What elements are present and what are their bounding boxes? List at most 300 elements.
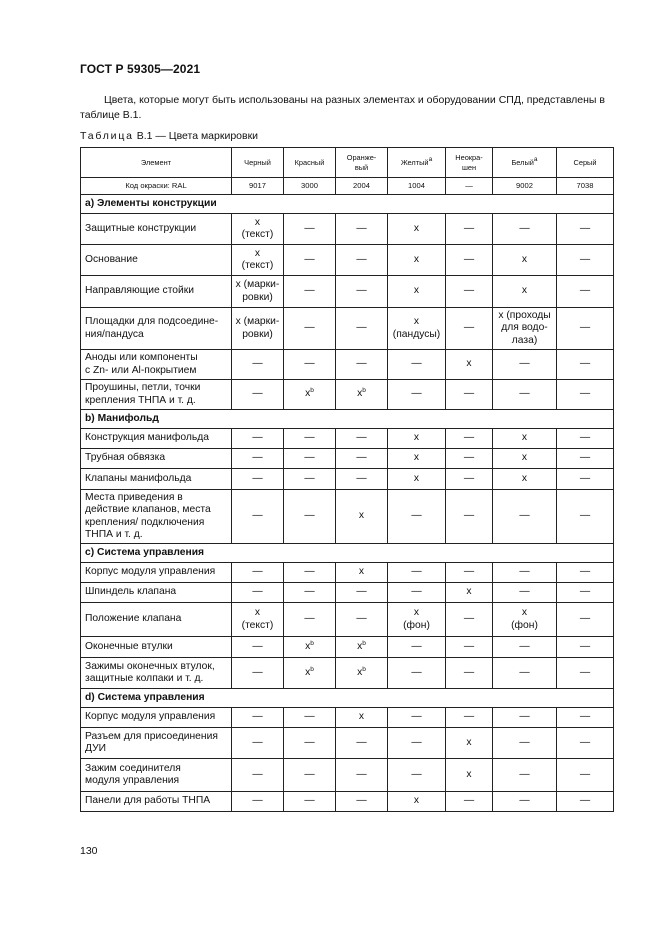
element-name-cell (81, 759, 232, 792)
color-mark-cell (284, 759, 336, 792)
cell-line: — (252, 388, 263, 400)
cell-line: х (358, 566, 365, 578)
cell-line: Трубная обвязка (85, 452, 166, 464)
color-mark-cell (284, 429, 336, 449)
cell-line: — (411, 510, 422, 522)
cell-line: — (519, 795, 530, 807)
color-mark-cell (336, 449, 388, 469)
color-mark-cell (493, 637, 557, 658)
color-mark-cell (493, 308, 557, 350)
color-mark-cell (336, 350, 388, 380)
table-row (81, 759, 614, 792)
color-mark-cell (493, 214, 557, 245)
cell-line: (текст) (241, 229, 274, 240)
cell-line: — (579, 472, 591, 484)
color-mark-cell (336, 583, 388, 603)
column-header-label: Черный (244, 157, 271, 167)
cell-line: — (411, 566, 422, 578)
cell-line: Панели для работы ТНПА (85, 795, 211, 807)
column-header (336, 148, 388, 178)
cell-line: — (304, 222, 315, 234)
cell-line: — (411, 736, 422, 748)
color-mark-cell (446, 490, 493, 544)
color-mark-cell (336, 658, 388, 689)
color-mark-cell (493, 490, 557, 544)
column-header (81, 148, 232, 178)
cell-line: — (356, 222, 367, 234)
color-mark-cell (232, 245, 284, 276)
color-mark-cell (336, 637, 388, 658)
color-mark-cell (336, 603, 388, 637)
column-header-label: Неокра-шен (455, 152, 483, 172)
color-mark-cell (557, 245, 614, 276)
table-row (81, 728, 614, 759)
color-mark-cell (388, 214, 446, 245)
cell-line: (пандусы) (392, 328, 441, 340)
cell-line: — (579, 432, 591, 444)
cell-line: — (463, 322, 475, 334)
cell-line: ния/пандуса (85, 328, 144, 340)
ral-code-cell: 2004 (336, 178, 388, 195)
cell-line: Зажимы оконечных втулок, (85, 660, 215, 672)
cell-line: — (356, 768, 367, 780)
color-mark-cell (284, 728, 336, 759)
cell-line: х (марки- (235, 279, 280, 290)
cell-line: — (304, 358, 315, 370)
cell-line: — (463, 388, 475, 400)
cell-line: х (466, 586, 472, 598)
cell-line: х (254, 216, 261, 228)
color-mark-cell (388, 583, 446, 603)
cell-line: х (413, 795, 420, 807)
color-mark-cell (284, 658, 336, 689)
cell-line: — (304, 566, 315, 578)
footnote-marker: а (428, 155, 433, 163)
color-mark-cell (557, 308, 614, 350)
cell-line: Основание (85, 253, 138, 265)
cell-line: Направляющие стойки (85, 285, 195, 297)
color-mark-cell (493, 583, 557, 603)
column-header-label: Белый (511, 157, 534, 167)
cell-line: — (579, 711, 591, 723)
cell-line: — (356, 285, 367, 297)
color-mark-cell (557, 637, 614, 658)
section-title: d) Система управления (81, 689, 614, 708)
color-mark-cell (232, 603, 284, 637)
ral-code-cell: 9017 (232, 178, 284, 195)
cell-mark: х (305, 640, 311, 652)
cell-line: х (521, 285, 528, 297)
element-name-cell (81, 469, 232, 490)
cell-line: — (579, 586, 591, 598)
color-mark-cell (284, 380, 336, 410)
cell-line: — (356, 322, 367, 334)
element-name-cell (81, 792, 232, 812)
cell-line: крепления ТНПА и т. д. (85, 394, 196, 406)
cell-line: — (463, 640, 475, 652)
color-mark-cell (284, 708, 336, 728)
cell-line: Положение клапана (85, 613, 182, 625)
color-mark-cell (284, 350, 336, 380)
cell-line: — (579, 253, 591, 265)
column-header-label: Элемент (140, 157, 172, 167)
color-mark-cell (557, 759, 614, 792)
cell-mark: х (357, 388, 363, 400)
element-name-cell (81, 214, 232, 245)
color-mark-cell (446, 469, 493, 490)
color-mark-cell (336, 728, 388, 759)
cell-line: — (252, 736, 263, 748)
cell-line: — (579, 795, 591, 807)
cell-line: — (304, 736, 315, 748)
color-mark-cell (493, 380, 557, 410)
cell-line: — (579, 358, 591, 370)
cell-line: Шпиндель клапана (85, 586, 177, 598)
color-mark-cell (284, 563, 336, 583)
cell-line: — (579, 285, 591, 297)
color-mark-cell (446, 603, 493, 637)
footnote-marker: b (310, 639, 314, 647)
color-mark-cell (284, 637, 336, 658)
cell-line: — (463, 253, 475, 265)
cell-line: (фон) (403, 619, 430, 631)
cell-line (339, 388, 384, 401)
caption-title: В.1 — Цвета маркировки (136, 130, 259, 142)
cell-line (287, 388, 332, 401)
cell-line: — (519, 640, 530, 652)
cell-line: — (579, 613, 591, 625)
cell-line: крепления/ подключения (85, 516, 205, 528)
cell-line (339, 641, 384, 654)
color-mark-cell (388, 429, 446, 449)
color-mark-cell (446, 245, 493, 276)
color-mark-cell (446, 708, 493, 728)
element-name-cell (81, 276, 232, 308)
column-header (284, 148, 336, 178)
color-mark-cell (493, 469, 557, 490)
table-row (81, 490, 614, 544)
cell-line: — (356, 253, 367, 265)
color-mark-cell (446, 380, 493, 410)
cell-line: — (304, 452, 315, 464)
cell-line: х (521, 432, 528, 444)
color-mark-cell (493, 449, 557, 469)
cell-line: х (413, 253, 420, 265)
ral-code-cell: 9002 (493, 178, 557, 195)
color-mark-cell (232, 429, 284, 449)
cell-line: х (413, 472, 420, 484)
color-mark-cell (493, 658, 557, 689)
cell-line: — (304, 432, 315, 444)
column-header (232, 148, 284, 178)
color-mark-cell (493, 708, 557, 728)
document-code: ГОСТ Р 59305—2021 (80, 62, 201, 76)
color-mark-cell (232, 759, 284, 792)
table-row (81, 276, 614, 308)
color-mark-cell (446, 563, 493, 583)
column-header-label: Желтый (400, 157, 429, 167)
cell-mark: х (305, 666, 311, 678)
cell-line: — (579, 666, 591, 678)
cell-line: х (413, 452, 420, 464)
color-mark-cell (557, 380, 614, 410)
cell-line: — (252, 566, 263, 578)
table-row (81, 603, 614, 637)
cell-mark: х (357, 640, 363, 652)
color-mark-cell (232, 490, 284, 544)
color-mark-cell (493, 350, 557, 380)
table-row (81, 708, 614, 728)
color-mark-cell (284, 308, 336, 350)
column-header (388, 148, 446, 178)
cell-line: — (304, 472, 315, 484)
cell-line: Места приведения в (85, 491, 183, 503)
color-mark-cell (446, 214, 493, 245)
color-mark-cell (388, 350, 446, 380)
cell-line: х (521, 452, 528, 464)
element-name-cell (81, 490, 232, 544)
column-header-label: Красный (294, 157, 325, 167)
cell-line: — (411, 711, 422, 723)
table-row (81, 308, 614, 350)
cell-line: — (463, 566, 475, 578)
color-mark-cell (232, 708, 284, 728)
cell-line: — (411, 666, 422, 678)
section-title: a) Элементы конструкции (81, 195, 614, 214)
cell-line: — (519, 736, 530, 748)
cell-line: — (463, 795, 475, 807)
cell-line: — (579, 640, 591, 652)
cell-line: Конструкция манифольда (85, 432, 209, 444)
cell-line: — (252, 666, 263, 678)
table-row (81, 214, 614, 245)
table-row (81, 563, 614, 583)
footnote-marker: b (310, 387, 314, 395)
element-name-cell (81, 563, 232, 583)
color-mark-cell (446, 728, 493, 759)
cell-line: — (463, 285, 475, 297)
element-name-cell (81, 637, 232, 658)
table-caption (80, 130, 258, 142)
color-mark-cell (232, 637, 284, 658)
cell-line: модуля управления (85, 775, 180, 786)
section-row (81, 410, 614, 429)
cell-line: — (304, 510, 315, 522)
color-mark-cell (232, 658, 284, 689)
color-mark-cell (388, 759, 446, 792)
cell-line: — (304, 586, 315, 598)
color-mark-cell (336, 429, 388, 449)
color-mark-cell (446, 350, 493, 380)
cell-line: — (463, 666, 475, 678)
color-mark-cell (284, 245, 336, 276)
cell-line: защитные колпаки и т. д. (85, 673, 204, 684)
color-mark-cell (446, 276, 493, 308)
cell-line: х (358, 711, 365, 723)
cell-line: — (519, 358, 530, 370)
cell-line: — (579, 566, 591, 578)
marking-colors-table (80, 147, 614, 812)
section-row (81, 689, 614, 708)
cell-line: — (463, 222, 475, 234)
element-name-cell (81, 658, 232, 689)
cell-line: х (466, 768, 472, 780)
color-mark-cell (336, 708, 388, 728)
cell-line: х (466, 736, 472, 748)
ral-code-cell: 3000 (284, 178, 336, 195)
cell-line: — (519, 586, 530, 598)
color-mark-cell (446, 429, 493, 449)
cell-line: — (579, 222, 591, 234)
cell-line: Клапаны манифольда (85, 472, 192, 484)
cell-line: — (356, 472, 367, 484)
cell-line: Проушины, петли, точки (85, 382, 201, 393)
color-mark-cell (336, 759, 388, 792)
cell-line: — (304, 795, 315, 807)
color-mark-cell (446, 792, 493, 812)
cell-line: — (411, 768, 422, 780)
cell-line: — (252, 432, 263, 444)
cell-line: — (252, 795, 263, 807)
color-mark-cell (388, 469, 446, 490)
table-row (81, 350, 614, 380)
color-mark-cell (557, 490, 614, 544)
color-mark-cell (388, 603, 446, 637)
color-mark-cell (446, 658, 493, 689)
cell-line (339, 667, 384, 680)
cell-line: — (579, 510, 591, 522)
color-mark-cell (493, 759, 557, 792)
color-mark-cell (232, 308, 284, 350)
table-row (81, 637, 614, 658)
color-mark-cell (336, 245, 388, 276)
cell-line: х (254, 607, 261, 618)
color-mark-cell (557, 658, 614, 689)
cell-line: — (519, 510, 530, 522)
element-name-cell (81, 308, 232, 350)
color-mark-cell (232, 563, 284, 583)
cell-line: х (проходы (498, 309, 551, 321)
cell-line: х (413, 222, 420, 234)
cell-line: ровки) (242, 328, 273, 340)
cell-line: — (463, 510, 475, 522)
color-mark-cell (557, 728, 614, 759)
section-title: b) Манифольд (81, 410, 614, 429)
cell-line: х (358, 510, 365, 522)
cell-line: — (356, 586, 367, 598)
cell-line: ТНПА и т. д. (85, 529, 143, 540)
cell-line: — (411, 388, 422, 400)
element-name-cell (81, 449, 232, 469)
cell-line: — (356, 795, 367, 807)
section-row (81, 544, 614, 563)
color-mark-cell (232, 380, 284, 410)
color-mark-cell (493, 245, 557, 276)
cell-line (287, 667, 332, 680)
table-row (81, 469, 614, 490)
ral-code-row (81, 178, 614, 195)
color-mark-cell (557, 583, 614, 603)
cell-line: — (304, 253, 315, 265)
cell-line: — (519, 222, 530, 234)
cell-line: х (413, 316, 420, 327)
color-mark-cell (493, 792, 557, 812)
cell-line: — (356, 432, 367, 444)
color-mark-cell (336, 490, 388, 544)
color-mark-cell (388, 245, 446, 276)
cell-line: — (252, 472, 263, 484)
ral-code-cell: — (446, 178, 493, 195)
color-mark-cell (388, 637, 446, 658)
color-mark-cell (388, 490, 446, 544)
cell-line: — (519, 711, 530, 723)
cell-line: — (579, 322, 591, 334)
cell-line: Оконечные втулки (85, 640, 173, 652)
ral-code-label: Код окраски: RAL (81, 178, 232, 195)
color-mark-cell (557, 563, 614, 583)
color-mark-cell (388, 563, 446, 583)
section-title: c) Система управления (81, 544, 614, 563)
color-mark-cell (388, 308, 446, 350)
cell-line: х (413, 607, 420, 618)
cell-line: — (519, 768, 530, 780)
color-mark-cell (557, 429, 614, 449)
table-row (81, 792, 614, 812)
cell-line: х (466, 358, 472, 370)
cell-line: — (304, 322, 315, 334)
element-name-cell (81, 429, 232, 449)
footnote-marker: а (533, 155, 538, 163)
column-header-label: Серый (573, 157, 597, 167)
cell-line: Корпус модуля управления (85, 566, 216, 578)
color-mark-cell (557, 469, 614, 490)
cell-line: — (252, 768, 263, 780)
color-mark-cell (388, 728, 446, 759)
color-mark-cell (336, 380, 388, 410)
element-name-cell (81, 583, 232, 603)
cell-line: — (579, 736, 591, 748)
cell-line: — (579, 388, 591, 400)
color-mark-cell (232, 469, 284, 490)
color-mark-cell (336, 308, 388, 350)
cell-line: для водо- (501, 322, 548, 334)
cell-line: — (463, 613, 475, 625)
footnote-marker: b (362, 639, 366, 647)
cell-line: — (579, 452, 591, 464)
section-row (81, 195, 614, 214)
cell-line: (текст) (241, 619, 274, 631)
cell-line (287, 641, 332, 654)
color-mark-cell (336, 792, 388, 812)
element-name-cell (81, 350, 232, 380)
table-row (81, 449, 614, 469)
color-mark-cell (232, 214, 284, 245)
cell-line: — (519, 388, 530, 400)
color-mark-cell (388, 380, 446, 410)
cell-line: (фон) (511, 619, 538, 631)
color-mark-cell (557, 792, 614, 812)
cell-line: Зажим соединителя (85, 762, 181, 774)
color-mark-cell (557, 603, 614, 637)
color-mark-cell (336, 563, 388, 583)
cell-line: — (519, 666, 530, 678)
cell-mark: х (305, 388, 311, 400)
caption-label: Таблица (80, 130, 134, 142)
cell-line: — (252, 640, 263, 652)
table-row (81, 245, 614, 276)
color-mark-cell (388, 658, 446, 689)
color-mark-cell (493, 563, 557, 583)
